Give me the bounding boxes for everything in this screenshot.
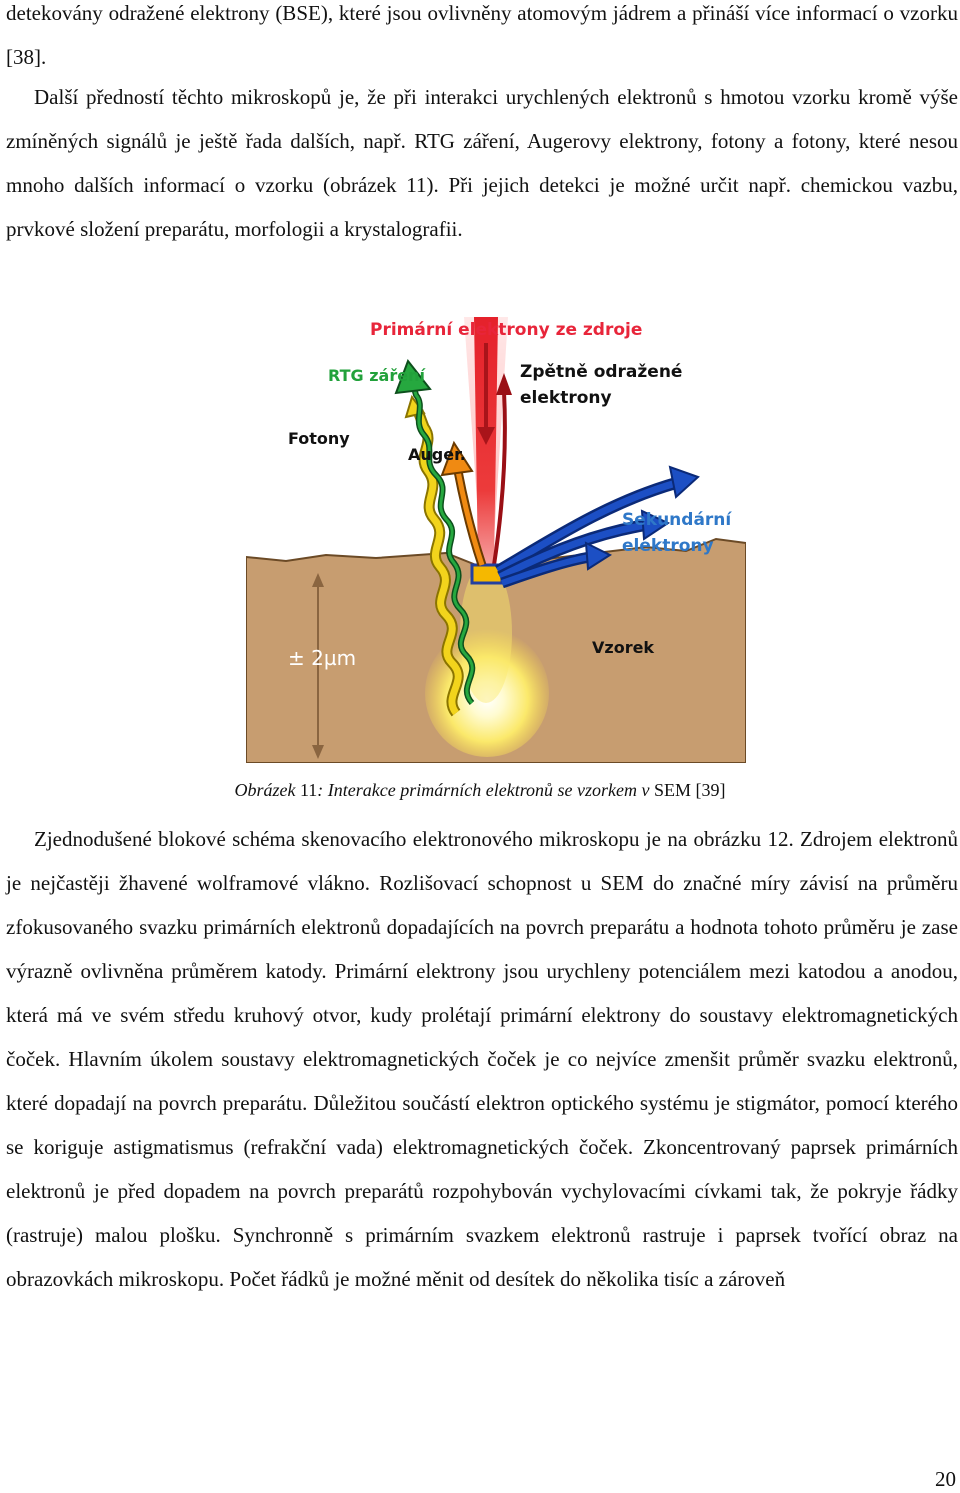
label-sample: Vzorek bbox=[592, 638, 655, 657]
caption-text: : Interakce primárních elektronů se vzorkem v bbox=[317, 780, 650, 800]
caption-abbr: SEM bbox=[654, 780, 692, 800]
label-bse-2: elektrony bbox=[520, 388, 612, 408]
caption-number: 11 bbox=[299, 780, 318, 800]
paragraph-sem-scheme: Zjednodušené blokové schéma skenovacího elektronového mikroskopu je na obrázku 12. Zdrojem elektronů je nejčastěji žhavené wolframové vlákno. Rozlišovací schopnost u SEM do značné míry závisí na průměru zfokusovaného svazku primárních elektronů dopadajících na povrch preparátu a hodnota tohoto průměru je zase výrazně ovlivněna průměrem katody. Primární elektrony jsou urychleny potenciálem mezi katodou a anodou, která má ve svém středu kruhový otvor, kudy prolétají primární elektrony do soustavy elektromagnetických čoček. Hlavním úkolem soustavy elektromagnetických čoček je co nejvíce zmenšit průměr svazku elektronů, které dopadají na povrch preparátu. Důležitou součástí elektron optického systému je stigmátor, pomocí kterého se koriguje astigmatismus (refrakční vada) elektromagnetických čoček. Zkoncentrovaný paprsek primárních elektronů je před dopadem na povrch preparátů rozpohybován vychylovacími cívkami tak, že pokryje řádky (rastruje) malou plošku. Synchronně s primárním svazkem elektronů rastruje i paprsek tvořící obraz na obrazovkách mikroskopu. Počet řádků je možné měnit od desítek do několika tisíc a zároveň bbox=[6, 827, 958, 1291]
label-rtg: RTG záření bbox=[328, 366, 425, 385]
caption-ref: [39] bbox=[695, 780, 726, 800]
paragraph-intro: detekovány odražené elektrony (BSE), které jsou ovlivněny atomovým jádrem a přináší více informací o vzorku [38]. bbox=[6, 1, 958, 69]
label-photons: Fotony bbox=[288, 429, 350, 448]
label-secondary-2: elektrony bbox=[622, 536, 714, 556]
paragraph-signals: Další předností těchto mikroskopů je, že při interakci urychlených elektronů s hmotou vzorku kromě výše zmíněných signálů je ještě řada dalších, např. RTG záření, Augerovy elektrony, fotony a fotony, které nesou mnoho dalších informací o vzorku (obrázek 11). Při jejich detekci je možné určit např. chemickou vazbu, prvkové složení preparátu, morfologii a krystalografii. bbox=[6, 85, 958, 241]
figure-caption bbox=[0, 776, 960, 804]
interaction-diagram bbox=[246, 303, 746, 763]
page-number: 20 bbox=[935, 1467, 956, 1491]
label-primary: Primární elektrony ze zdroje bbox=[370, 320, 643, 340]
caption-prefix: Obrázek bbox=[234, 780, 296, 800]
label-bse-1: Zpětně odražené bbox=[520, 362, 683, 382]
figure-electron-interaction bbox=[246, 303, 746, 763]
label-auger: Auger. bbox=[408, 445, 466, 464]
label-depth: ± 2µm bbox=[288, 646, 357, 670]
label-secondary-1: Sekundární bbox=[622, 510, 732, 530]
